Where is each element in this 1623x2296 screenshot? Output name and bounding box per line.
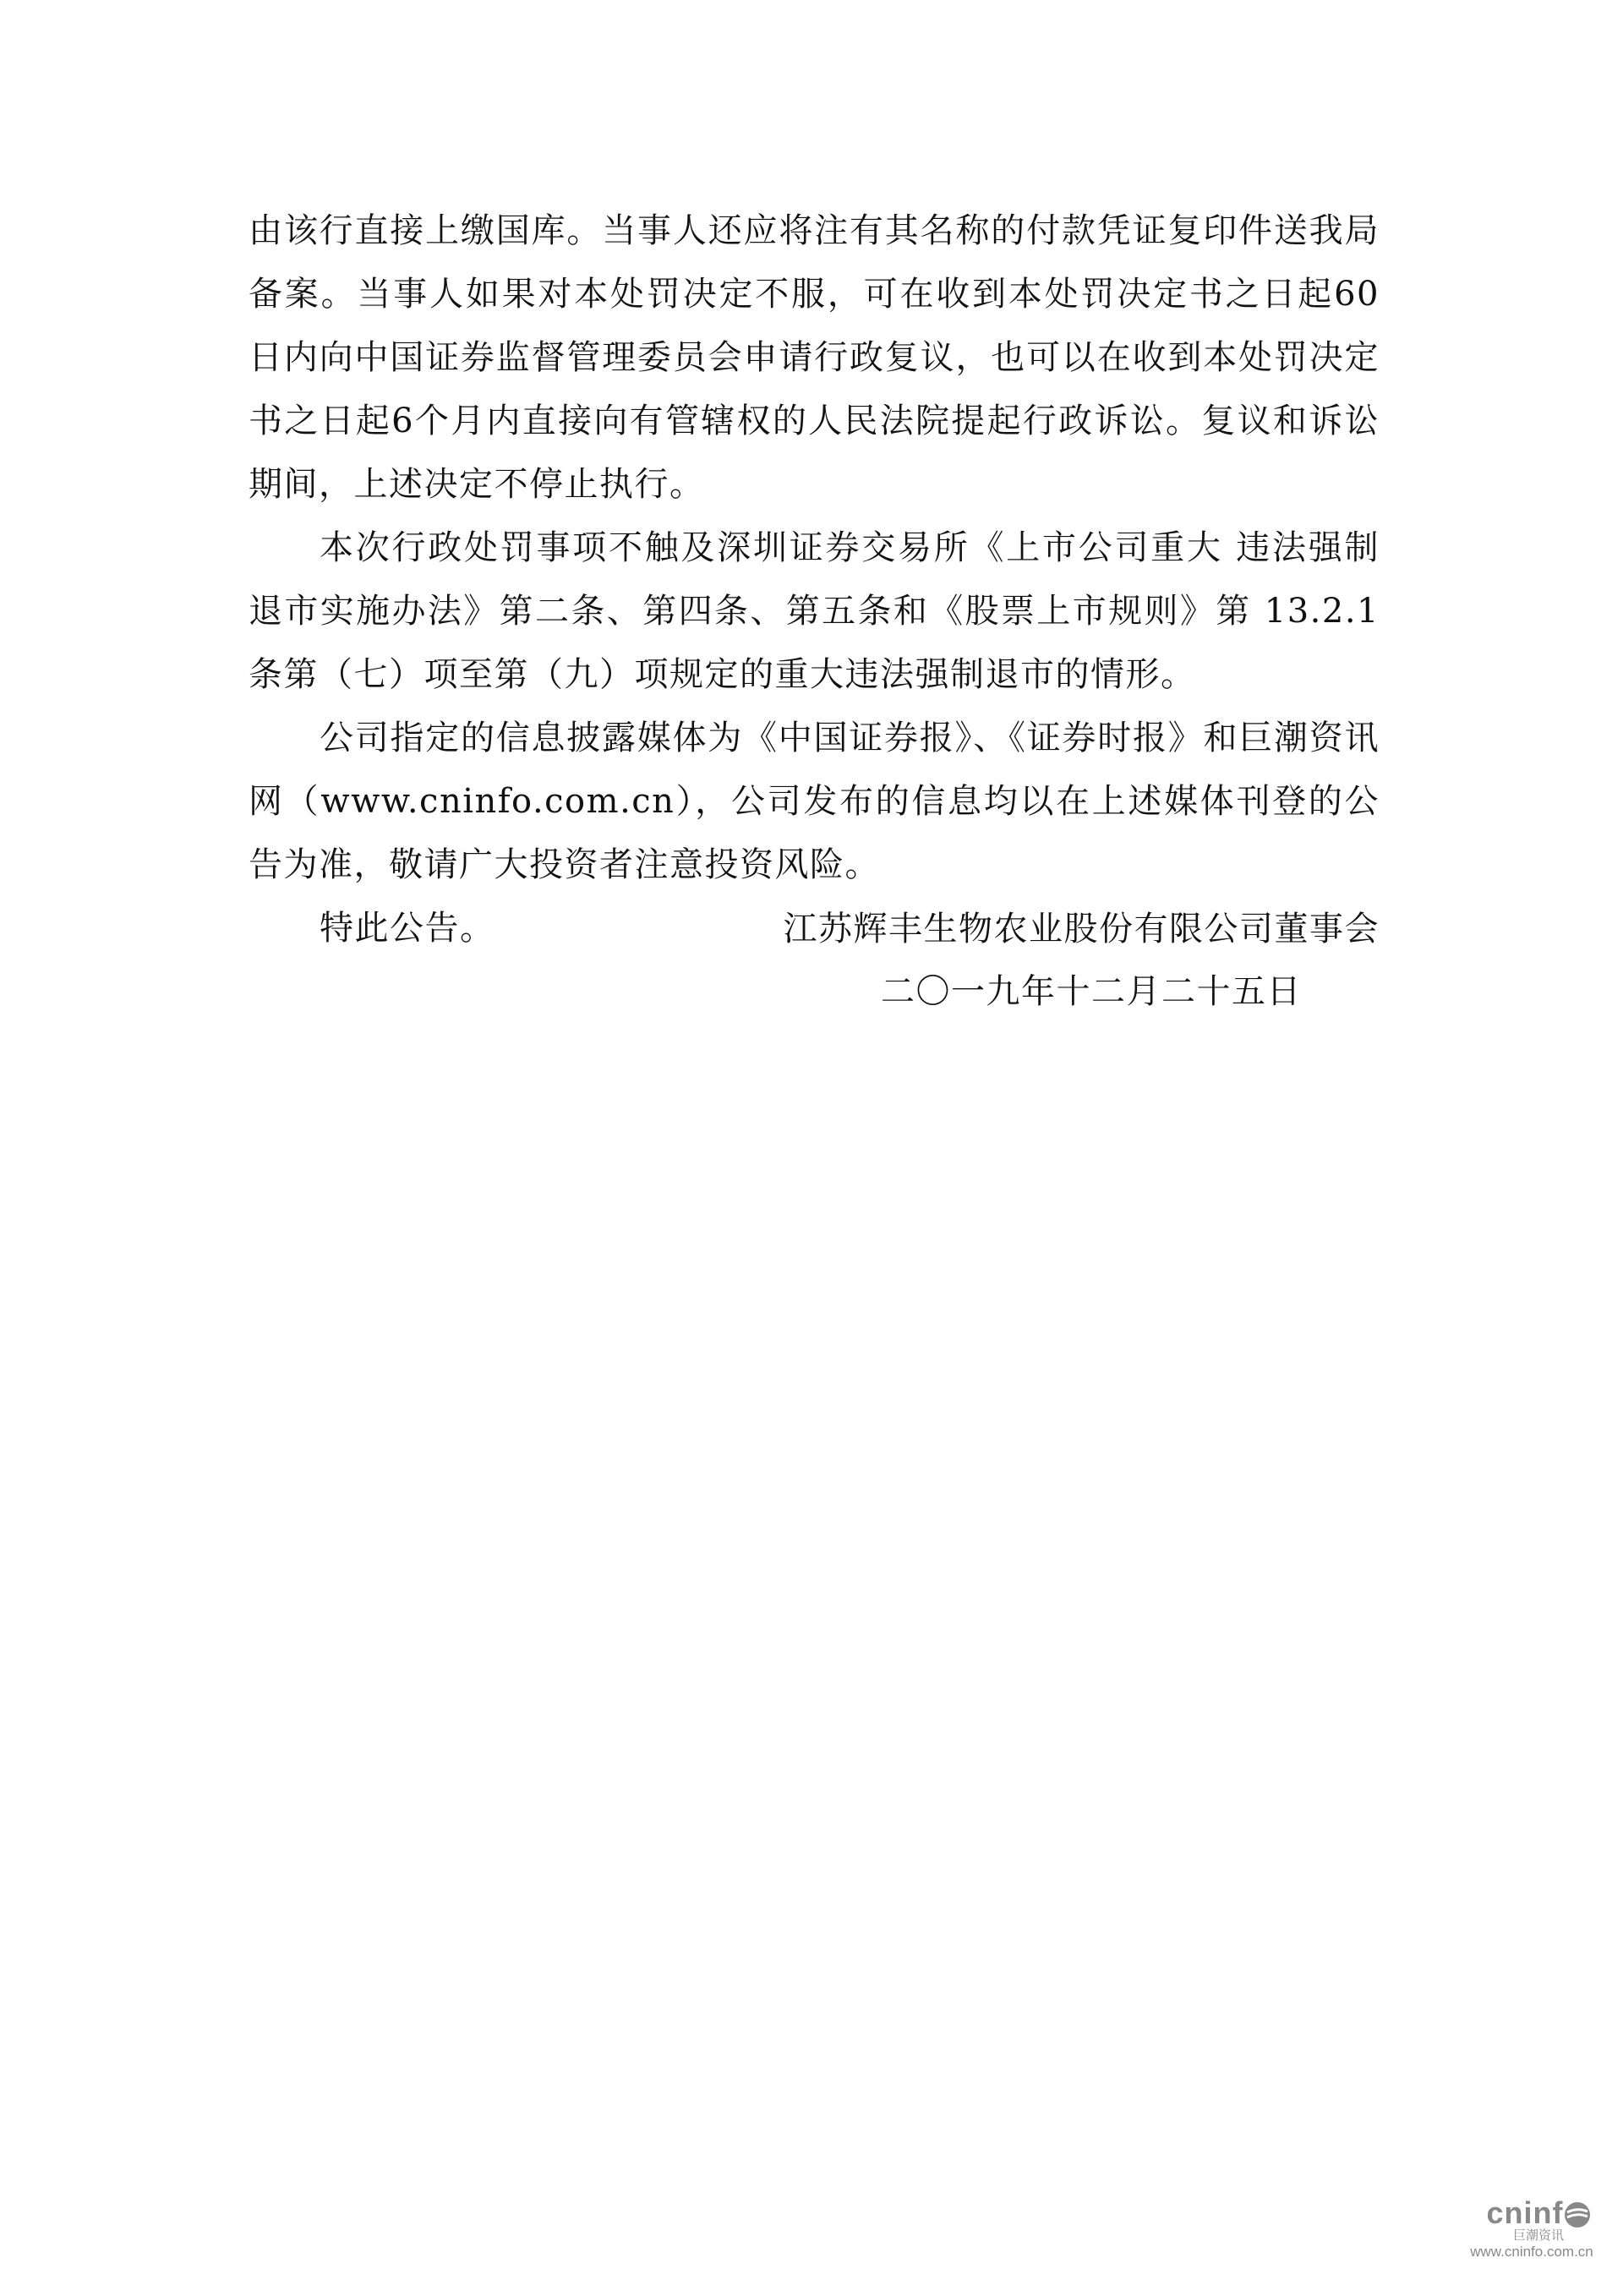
- cninfo-logo: [1470, 2195, 1606, 2260]
- logo-chinese-text: 巨潮资讯: [1512, 2228, 1564, 2244]
- paragraph-delisting-statement: 本次行政处罚事项不触及深圳证券交易所《上市公司重大 违法强制退市实施办法》第二条、第四条、第五条和《股票上市规则》第 13.2.1 条第（七）项至第（九）项规定的重大违法强制退市的情形。: [249, 528, 1380, 694]
- signature-date: 二〇一九年十二月二十五日: [881, 972, 1302, 1011]
- cninfo-swirl-icon: [1564, 2201, 1591, 2228]
- paragraph-closing: 特此公告。: [320, 909, 495, 948]
- document-body: [249, 200, 1380, 960]
- signature-board: 江苏辉丰生物农业股份有限公司董事会: [783, 910, 1380, 948]
- paragraph-disclosure-media: 公司指定的信息披露媒体为《中国证券报》、《证券时报》和巨潮资讯网（www.cninfo.com.cn），公司发布的信息均以在上述媒体刊登的公告为准，敬请广大投资者注意投资风险。: [249, 719, 1380, 884]
- paragraph-penalty-appeal: 由该行直接上缴国库。当事人还应将注有其名称的付款凭证复印件送我局备案。当事人如果对本处罚决定不服，可在收到本处罚决定书之日起60日内向中国证券监督管理委员会申请行政复议，也可以在收到本处罚决定书之日起6个月内直接向有管辖权的人民法院提起行政诉讼。复议和诉讼期间，上述决定不停止执行。: [249, 211, 1380, 504]
- logo-url: www.cninfo.com.cn: [1470, 2244, 1593, 2260]
- logo-brand-text: cninf: [1486, 2195, 1564, 2230]
